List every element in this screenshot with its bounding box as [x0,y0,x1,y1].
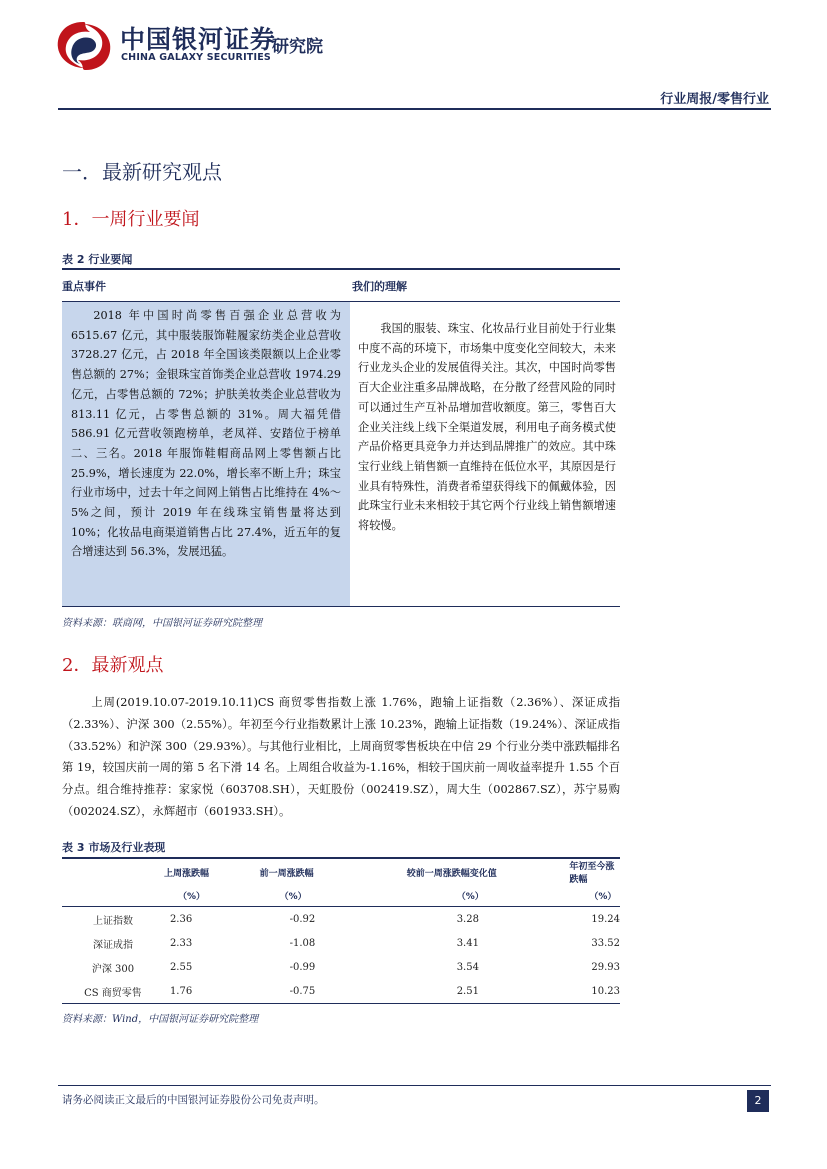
cell-value: 33.52 [591,937,620,949]
our-understanding-text: 我国的服装、珠宝、化妆品行业目前处于行业集中度不高的环境下，市场集中度变化空间较大，未来行业龙头企业的发展值得关注。其次，中国时尚零售百大企业注重多品牌战略，在分散了经营风险的同时可以通过生产互补品增加营收额度。第三，零售百大企业关注线上线下全渠道发展，利用电子商务模式使产品价格更具竞争力并达到品牌推广的效应。其中珠宝行业线上销售额一直维持在低位水平，其原因是行业具有特殊性，消费者希望获得线下的佩戴体验，因此珠宝行业未来相较于其它两个行业线上销售额增速将较慢。 [350,302,620,606]
table-row [62,979,620,1004]
latest-views-paragraph: 上周(2019.10.07-2019.10.11)CS 商贸零售指数上涨 1.76%，跑输上证指数（2.36%）、深证成指（2.33%）、沪深 300（2.55%）。年初至今行业指数累计上涨 10.23%，跑输上证指数（19.24%）、深证成指（33.52%）和沪深 300（29.93%）。与其他行业相比，上周商贸零售板块在中信 29 个行业分类中涨跌幅排名第 19，较国庆前一周的第 5 名下滑 14 名。上周组合收益为-1.16%，相较于国庆前一周收益率提升 1.55 个百分点。组合维持推荐：家家悦（603708.SH），天虹股份（002419.SZ），周大生（002867.SZ），苏宁易购（002024.SZ），永辉超市（601933.SH）。 [62,696,620,818]
key-events-text: 2018 年中国时尚零售百强企业总营收为 6515.67 亿元，其中服装服饰鞋履家纺类企业总营收 3728.27 亿元，占 2018 年全国该类限额以上企业零售总额的 27%；金银珠宝首饰类企业总营收 1974.29 亿元，占零售总额的 72%；护肤美妆类企业总营收为 813.11 亿元，占零售总额的 31%。周大福凭借 586.91 亿元营收领跑榜单，老凤祥、安踏位于榜单二、三名。2018 年服饰鞋帽商品网上零售额占比 25.9%，增长速度为 22.0%，增长率不断上升；珠宝行业市场中，过去十年之间网上销售占比维持在 4%～5%之间，预计 2019 年在线珠宝销售量将达到 10%；化妆品电商渠道销售占比 27.4%，近五年的复合增速达到 56.3%，发展迅猛。 [62,302,350,606]
cell-value: 2.51 [456,985,479,997]
cell-value: 19.24 [591,913,620,925]
cell-value: 2.33 [169,937,193,949]
brand-name-cn: 中国银河证券 [120,25,277,54]
col-header-ytd: 年初至今涨跌幅 [569,862,615,885]
table-body-row [62,302,620,606]
col-header-prev-week-unit: （%） [279,892,307,902]
col-header-change-unit: （%） [456,892,484,902]
table-header-row [62,270,620,301]
subsection-title-views: 2．最新观点 [62,655,164,676]
row-label: 沪深 300 [91,963,135,975]
table-bottom-rule [62,606,620,607]
cell-value: 2.55 [169,961,193,973]
col-header-change: 较前一周涨跌幅变化值 [406,868,497,879]
col-header-last-week: 上周涨跌幅 [163,868,209,879]
footer-disclaimer: 请务必阅读正文最后的中国银河证券股份公司免责声明。 [62,1094,325,1106]
table2-source: 资料来源：联商网，中国银河证券研究院整理 [62,618,262,629]
page-number: 2 [747,1090,769,1112]
subsection-title-news: 1．一周行业要闻 [62,209,200,230]
table3-header-row-1 [62,858,620,885]
col-header-our-understanding: 我们的理解 [352,280,407,293]
footer-divider [58,1085,771,1086]
cell-value: -1.08 [289,937,316,949]
header-divider [58,108,771,110]
cell-value: -0.99 [289,961,316,973]
galaxy-logo-icon [52,18,114,74]
row-label: 上证指数 [92,915,133,927]
section-title: 一．最新研究观点 [62,160,222,184]
table-row [62,931,620,955]
cell-value: 10.23 [591,985,620,997]
cell-value: 29.93 [591,961,620,973]
cell-value: 3.54 [456,961,479,973]
table-row [62,955,620,979]
cell-value: -0.75 [289,985,316,997]
table3-source: 资料来源：Wind，中国银河证券研究院整理 [62,1014,259,1025]
table3-caption: 表 3 市场及行业表现 [62,841,166,854]
brand-name-en: CHINA GALAXY SECURITIES [121,52,271,63]
market-performance-table [62,857,620,1004]
table-row [62,907,620,932]
report-type: 行业周报/零售行业 [660,92,769,107]
cell-value: 1.76 [169,985,193,997]
table3-header-row-2 [62,885,620,907]
cell-value: 3.28 [456,913,479,925]
table2-caption: 表 2 行业要闻 [62,253,133,266]
cell-value: -0.92 [289,913,316,925]
col-header-ytd-unit: （%） [589,892,617,902]
cell-value: 2.36 [169,913,193,925]
row-label: CS 商贸零售 [84,987,142,999]
col-header-last-week-unit: （%） [177,892,205,902]
col-header-key-events: 重点事件 [62,280,106,293]
cell-value: 3.41 [456,937,479,949]
col-header-prev-week: 前一周涨跌幅 [259,868,314,879]
brand-sub-title: 研究院 [272,37,323,57]
row-label: 深证成指 [92,939,133,951]
industry-news-table [62,268,620,607]
